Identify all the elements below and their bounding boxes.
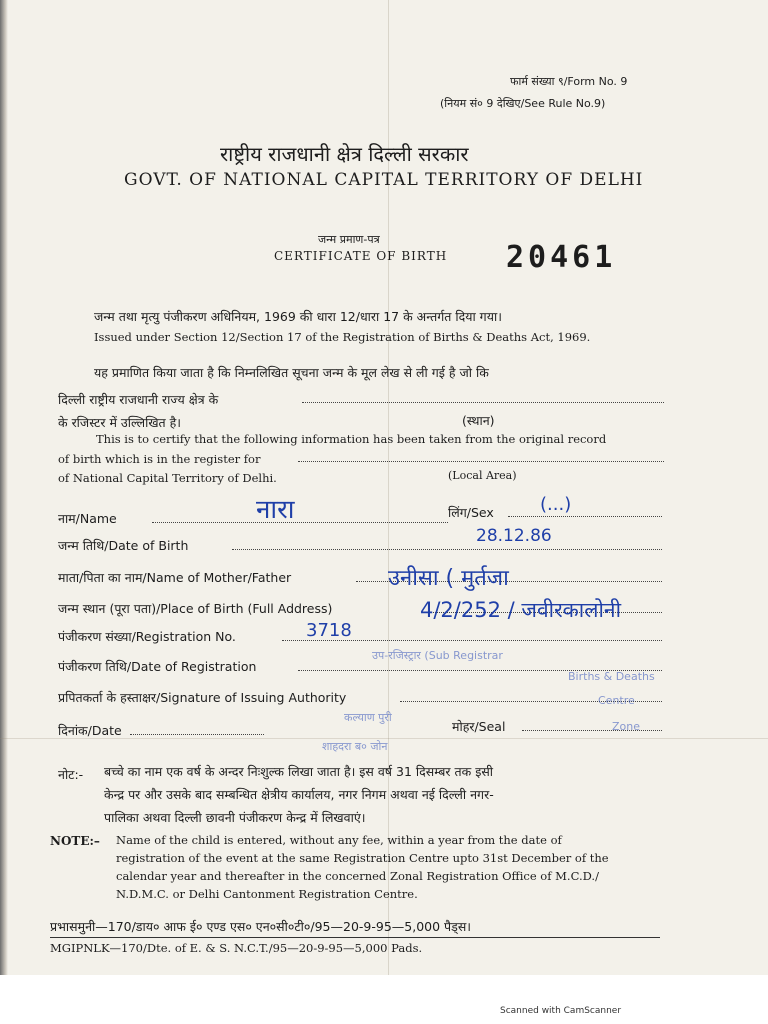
- local-area-line-english: [298, 461, 664, 462]
- local-area-line-hindi: [302, 402, 664, 403]
- note-english-3: calendar year and thereafter in the concerned Zonal Registration Office of M.C.D./: [116, 869, 599, 883]
- govt-title-hindi: राष्ट्रीय राजधानी क्षेत्र दिल्ली सरकार: [220, 142, 469, 166]
- cert-title-english: CERTIFICATE OF BIRTH: [274, 249, 448, 263]
- sex-label: लिंग/Sex: [448, 505, 494, 520]
- local-area-label: (Local Area): [448, 469, 517, 482]
- dob-line: [232, 549, 662, 550]
- place-of-birth-label: जन्म स्थान (पूरा पता)/Place of Birth (Full Address): [58, 601, 333, 616]
- stamp-kalyan-puri: कल्याण पुरी: [344, 711, 392, 724]
- stamp-centre: Centre: [598, 694, 635, 707]
- note-english-4: N.D.M.C. or Delhi Cantonment Registration Centre.: [116, 887, 418, 901]
- note-hindi-1: बच्चे का नाम एक वर्ष के अन्दर निःशुल्क लिखा जाता है। इस वर्ष 31 दिसम्बर तक इसी: [104, 764, 494, 779]
- stamp-shahdara: शाहदरा ब० जोन: [322, 740, 388, 753]
- scan-edge: [0, 0, 8, 975]
- print-info-hindi: प्रभासमुनी—170/डाय० आफ ई० एण्ड एस० एन०सी०टी०/95—20-9-95—5,000 पैड्स।: [50, 919, 472, 934]
- note-hindi-2: केन्द्र पर और उसके बाद सम्बन्धित क्षेत्रीय कार्यालय, नगर निगम अथवा नई दिल्ली नगर-: [104, 787, 494, 802]
- stamp-sub-registrar: उप-रजिस्ट्रार (Sub Registrar: [372, 649, 503, 662]
- stamp-births-deaths: Births & Deaths: [568, 670, 655, 683]
- name-line: [152, 522, 448, 523]
- form-number: फार्म संख्या ९/Form No. 9: [510, 75, 628, 88]
- note-hindi-3: पालिका अथवा दिल्ली छावनी पंजीकरण केन्द्र में लिखवाएं।: [104, 810, 366, 825]
- date-label: दिनांक/Date: [58, 723, 122, 738]
- scanner-watermark: Scanned with CamScanner: [500, 1006, 622, 1016]
- name-value: नारा: [256, 495, 295, 525]
- dob-label: जन्म तिथि/Date of Birth: [58, 538, 189, 553]
- parent-label: माता/पिता का नाम/Name of Mother/Father: [58, 570, 292, 585]
- certify-english-3: of National Capital Territory of Delhi.: [58, 471, 277, 485]
- stamp-zone: Zone: [612, 720, 641, 733]
- print-info-english: MGIPNLK—170/Dte. of E. & S. N.C.T./95—20-9-95—5,000 Pads.: [50, 941, 423, 955]
- sex-value: (...): [540, 494, 572, 515]
- certificate-number: 20461: [506, 240, 617, 275]
- certify-english-2: of birth which is in the register for: [58, 452, 261, 466]
- certify-hindi-1: यह प्रमाणित किया जाता है कि निम्नलिखित सूचना जन्म के मूल लेख से ली गई है जो कि: [94, 365, 489, 380]
- note-english-1: Name of the child is entered, without any fee, within a year from the date of: [116, 833, 562, 847]
- cert-title-hindi: जन्म प्रमाण-पत्र: [318, 233, 380, 246]
- note-english-2: registration of the event at the same Registration Centre upto 31st December of the: [116, 851, 609, 865]
- date-line: [130, 734, 264, 735]
- note-english-label: NOTE:–: [50, 834, 100, 848]
- dob-value: 28.12.86: [476, 526, 552, 546]
- seal-label: मोहर/Seal: [452, 719, 506, 734]
- signature-label: प्रपितकर्ता के हस्ताक्षर/Signature of Issuing Authority: [58, 690, 347, 705]
- note-hindi-label: नोट:-: [58, 767, 84, 782]
- name-label: नाम/Name: [58, 511, 117, 526]
- issued-english: Issued under Section 12/Section 17 of the Registration of Births & Deaths Act, 1969.: [94, 330, 591, 344]
- seal-line: [522, 730, 662, 731]
- issued-hindi: जन्म तथा मृत्यु पंजीकरण अधिनियम, 1969 की धारा 12/धारा 17 के अन्तर्गत दिया गया।: [94, 309, 502, 324]
- registration-number-value: 3718: [306, 620, 352, 641]
- place-label-hindi: (स्थान): [462, 413, 495, 428]
- registration-number-label: पंजीकरण संख्या/Registration No.: [58, 629, 236, 644]
- certify-english-1: This is to certify that the following information has been taken from the original record: [96, 432, 607, 446]
- parent-value: उनीसा ( मुर्तजा: [388, 566, 509, 591]
- govt-title-english: GOVT. OF NATIONAL CAPITAL TERRITORY OF DELHI: [124, 170, 644, 190]
- print-info-rule: [50, 937, 660, 938]
- certify-hindi-2: दिल्ली राष्ट्रीय राजधानी राज्य क्षेत्र के: [58, 392, 219, 407]
- certify-hindi-3: के रजिस्टर में उल्लिखित है।: [58, 415, 182, 430]
- sex-line: [508, 516, 662, 517]
- place-value: 4/2/252 / जवीरकालोनी: [420, 598, 622, 622]
- rule-reference: (नियम सं० 9 देखिए/See Rule No.9): [440, 97, 606, 110]
- registration-date-label: पंजीकरण तिथि/Date of Registration: [58, 659, 257, 674]
